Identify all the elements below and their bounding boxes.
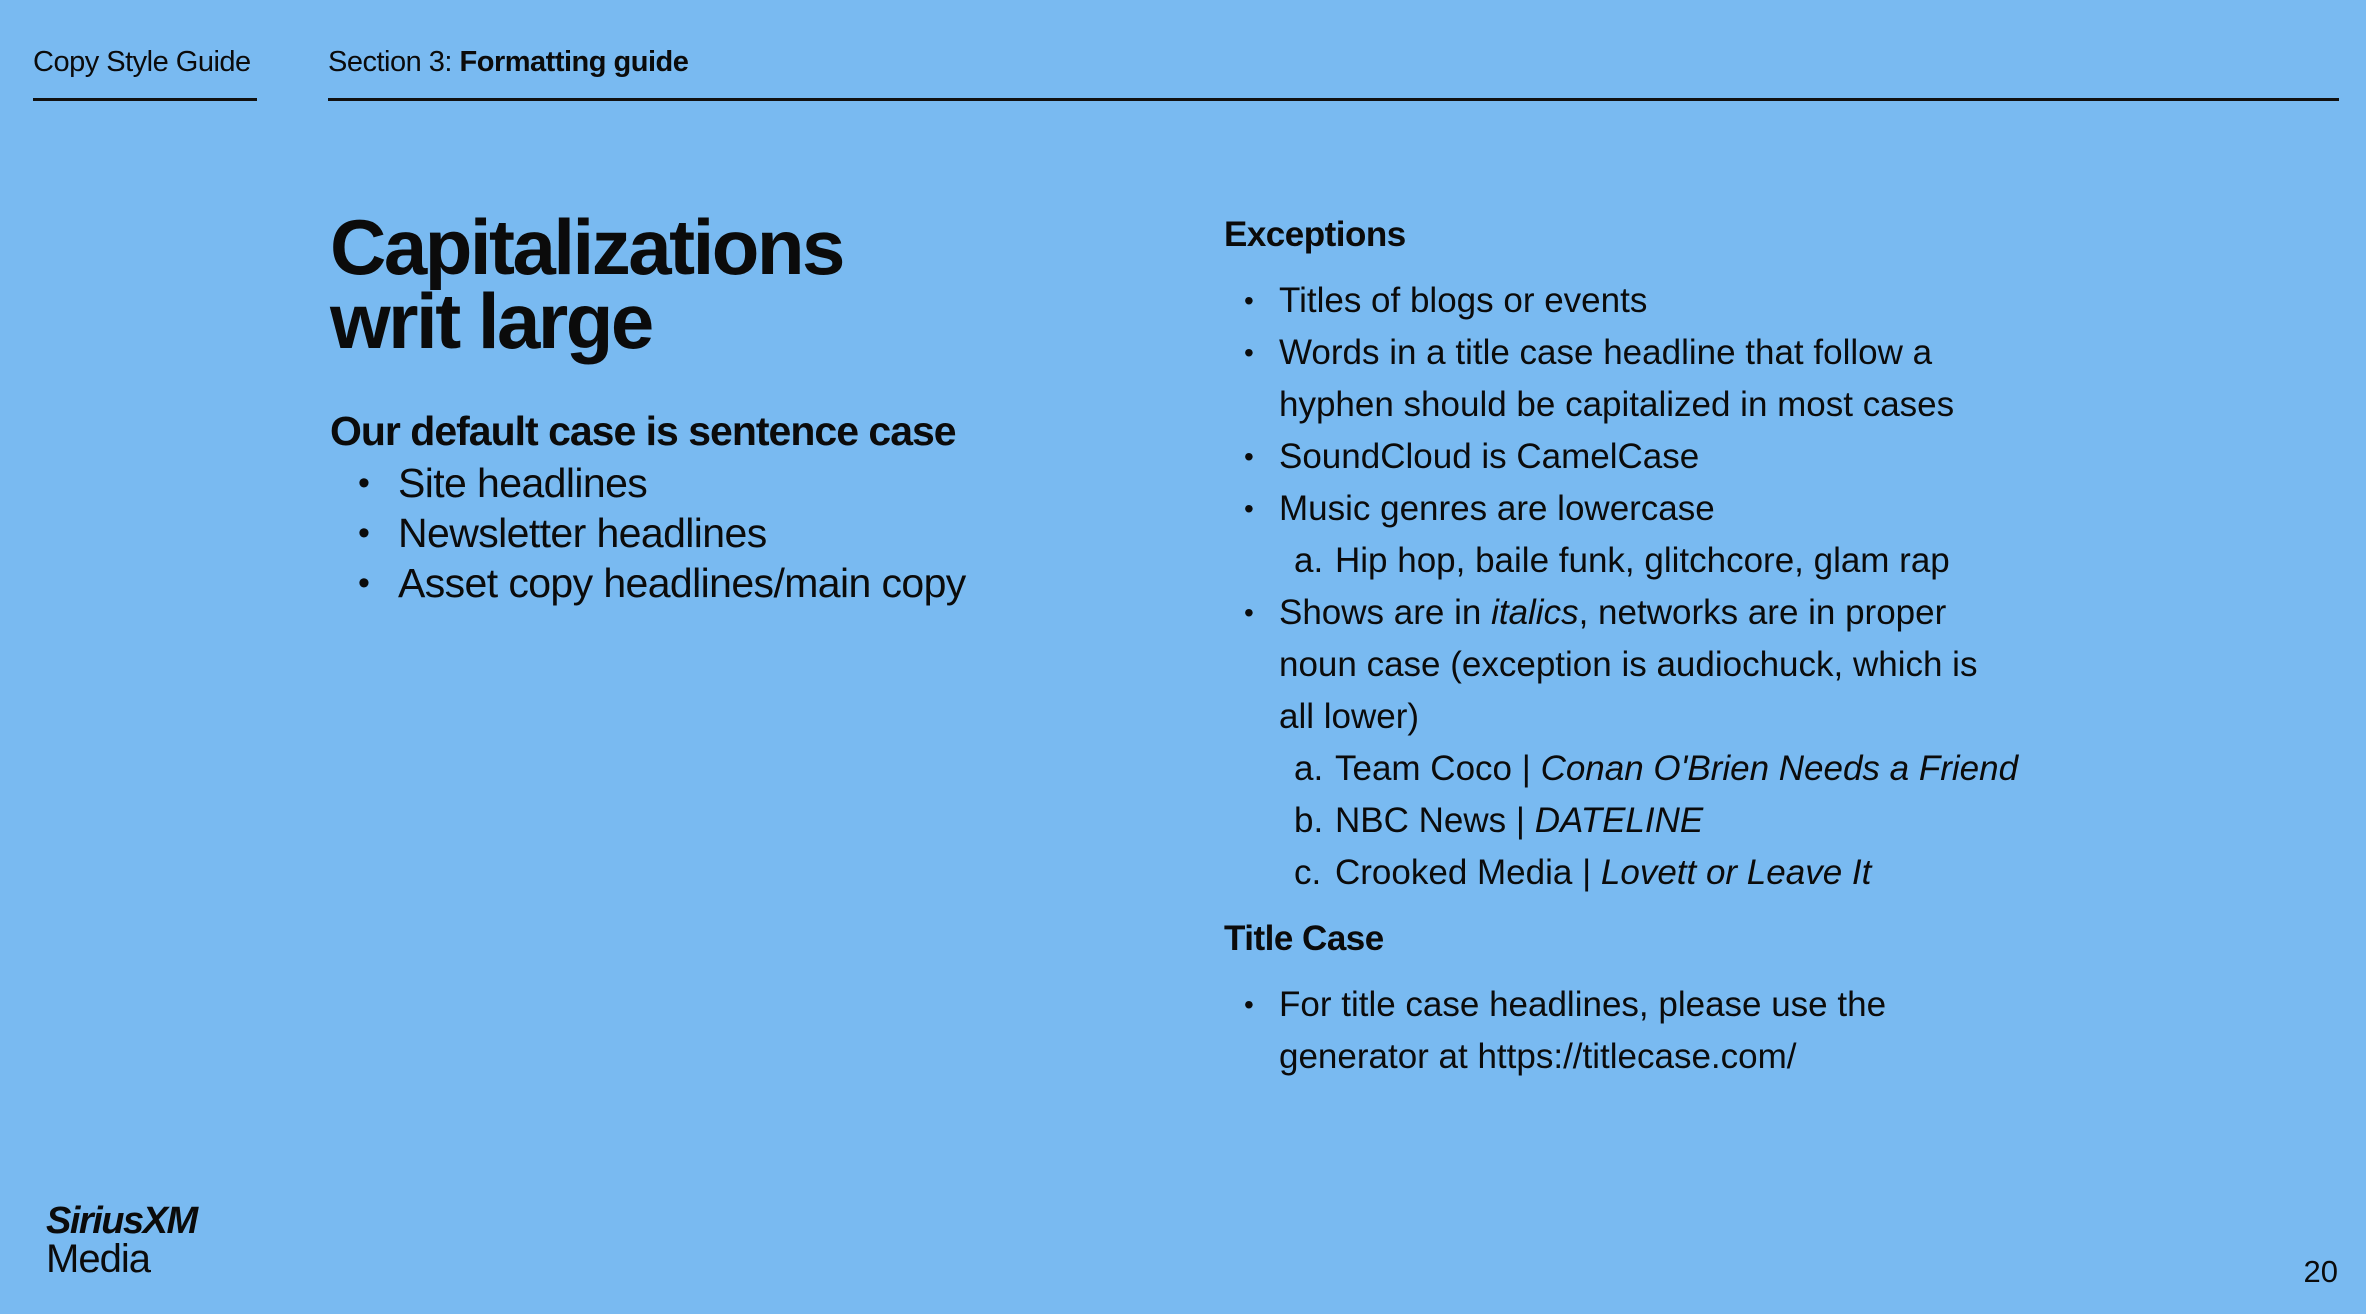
title-case-heading: Title Case — [1224, 919, 1384, 958]
default-case-heading: Our default case is sentence case — [330, 408, 956, 454]
exception-item: • Titles of blogs or events — [1224, 275, 2314, 327]
list-item: • Site headlines — [330, 458, 966, 508]
list-item: • Asset copy headlines/main copy — [330, 558, 966, 608]
siriusxm-media-logo — [46, 1200, 197, 1281]
nav-guide-label: Copy Style Guide — [33, 46, 251, 78]
exception-item: • SoundCloud is CamelCase — [1224, 431, 2314, 483]
show-example: b. NBC News | DATELINE — [1294, 801, 1704, 840]
title-line-2: writ large — [330, 277, 652, 365]
title-line-1: Capitalizations — [330, 203, 843, 291]
exception-item: • Shows are in italics, networks are in proper noun case (exception is audiochuck, which is all lower) — [1224, 587, 2314, 743]
exception-item: • Music genres are lowercase — [1224, 483, 2314, 535]
right-column — [1224, 215, 2314, 1083]
exceptions-heading: Exceptions — [1224, 215, 1406, 254]
page-number: 20 — [2303, 1254, 2338, 1289]
logo-wordmark: SiriusXM — [46, 1200, 197, 1242]
show-example: a. Team Coco | Conan O'Brien Needs a Friend — [1294, 749, 2019, 788]
default-case-list — [330, 458, 966, 608]
section-name: Formatting guide — [459, 46, 689, 78]
exception-item: • Words in a title case headline that follow a hyphen should be capitalized in most cases — [1224, 327, 2314, 431]
nav-copy-style-guide[interactable] — [33, 46, 257, 79]
page-title — [330, 203, 843, 365]
section-prefix: Section 3: — [328, 46, 452, 78]
title-case-item: • For title case headlines, please use the generator at https://titlecase.com/ — [1224, 979, 2314, 1083]
genre-example: a. Hip hop, baile funk, glitchcore, glam rap — [1294, 541, 1950, 580]
nav-section-formatting[interactable] — [328, 46, 2339, 79]
show-example: c. Crooked Media | Lovett or Leave It — [1294, 853, 1872, 892]
logo-subtitle: Media — [46, 1237, 150, 1281]
list-item: • Newsletter headlines — [330, 508, 966, 558]
